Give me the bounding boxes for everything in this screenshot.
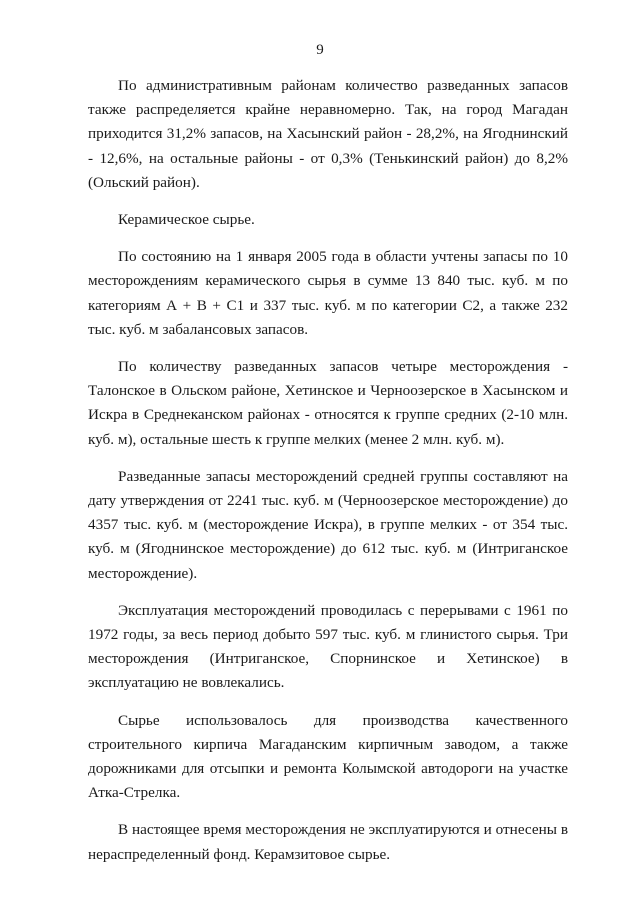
paragraph-reserves-status: По состоянию на 1 января 2005 года в области учтены запасы по 10 месторождениям керамического сырья в сумме 13 840 тыс. куб. м по категориям А + В + С1 и 337 тыс. куб. м по категории С2, а также 232 тыс. куб. м забалансовых запасов. (88, 248, 568, 338)
paragraph-district-distribution: По административным районам количество разведанных запасов также распределяется крайне неравномерно. Так, на город Магадан приходится 31,2% запасов, на Хасынский район - 28,2%, на Ягоднинский - 12,6%, на остальные районы - от 0,3% (Тенькинский район) до 8,2% (Ольский район). (88, 77, 568, 191)
paragraph-explored-reserves: Разведанные запасы месторождений средней группы составляют на дату утверждения от 2241 тыс. куб. м (Черноозерское месторождение) до 4357 тыс. куб. м (месторождение Искра), в группе мелких - от 354 тыс. куб. м (Ягоднинское месторождение) до 612 тыс. куб. м (Интриганское месторождение). (88, 467, 568, 582)
section-heading-ceramic-raw-materials: Керамическое сырье. (118, 211, 255, 229)
page-number: 9 (316, 42, 324, 58)
paragraph-raw-material-usage: Сырье использовалось для производства качественного строительного кирпича Магаданским кирпичным заводом, а также дорожниками для отсыпки и ремонта Колымской автодороги на участке Атка-Стрелка. (88, 711, 568, 802)
paragraph-current-status: В настоящее время месторождения не эксплуатируются и отнесены в нераспределенный фонд. Керамзитовое сырье. (88, 821, 568, 863)
paragraph-deposit-groups: По количеству разведанных запасов четыре месторождения - Талонское в Ольском районе, Хетинское и Черноозерское в Хасынском и Искра в Среднеканском районах - относятся к группе средних (2-10 млн. куб. м), остальные шесть к группе мелких (менее 2 млн. куб. м). (88, 358, 568, 448)
document-body (88, 74, 568, 880)
paragraph-exploitation-history: Эксплуатация месторождений проводилась с перерывами с 1961 по 1972 годы, за весь период добыто 597 тыс. куб. м глинистого сырья. Три месторождения (Интриганское, Спорнинское и Хетинское) в эксплуатацию не вовлекались. (88, 601, 568, 692)
